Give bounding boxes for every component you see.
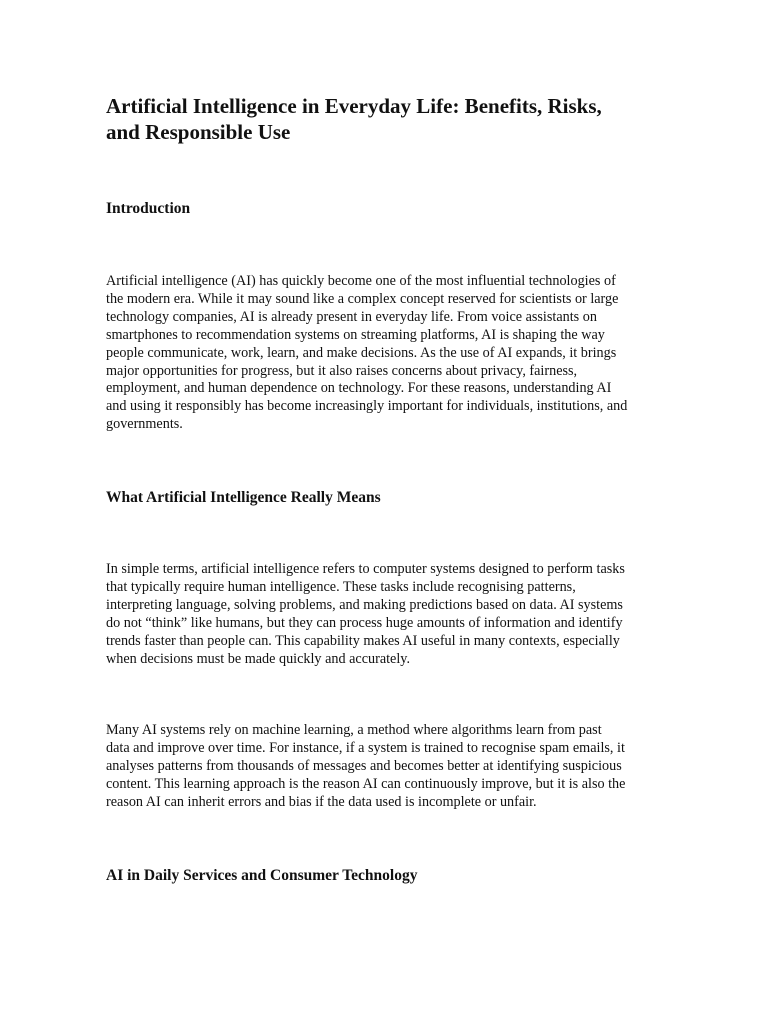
text-line: analyses patterns from thousands of messages and becomes better at identifying suspicious	[106, 757, 622, 774]
paragraph-introduction	[106, 273, 686, 434]
text-line: people communicate, work, learn, and make decisions. As the use of AI expands, it brings	[106, 344, 617, 361]
section-heading-introduction: Introduction	[106, 200, 191, 217]
text-line: when decisions must be made quickly and accurately.	[106, 650, 411, 667]
text-line: and using it responsibly has become increasingly important for individuals, institutions, and	[106, 398, 628, 415]
text-line: smartphones to recommendation systems on streaming platforms, AI is shaping the way	[106, 326, 605, 343]
document-title: Artificial Intelligence in Everyday Life: Benefits, Risks, and Responsible Use	[106, 94, 602, 144]
text-line: Many AI systems rely on machine learning, a method where algorithms learn from past	[106, 722, 602, 738]
text-line: employment, and human dependence on technology. For these reasons, understanding AI	[106, 380, 612, 397]
text-line: data and improve over time. For instance, if a system is trained to recognise spam emails, it	[106, 739, 625, 756]
section-heading-what-ai-means: What Artificial Intelligence Really Means	[106, 489, 381, 506]
paragraph-simple-terms	[106, 561, 686, 668]
paragraph-machine-learning	[106, 722, 686, 812]
text-line: that typically require human intelligence. These tasks include recognising patterns,	[106, 578, 576, 595]
text-line: trends faster than people can. This capability makes AI useful in many contexts, especially	[106, 632, 620, 649]
text-line: governments.	[106, 416, 183, 433]
text-line: In simple terms, artificial intelligence refers to computer systems designed to perform tasks	[106, 561, 625, 577]
text-line: interpreting language, solving problems, and making predictions based on data. AI systems	[106, 596, 623, 613]
text-line: technology companies, AI is already present in everyday life. From voice assistants on	[106, 308, 597, 325]
text-line: the modern era. While it may sound like a complex concept reserved for scientists or large	[106, 290, 619, 307]
text-line: content. This learning approach is the reason AI can continuously improve, but it is also the	[106, 775, 626, 792]
text-line: do not “think” like humans, but they can process huge amounts of information and identify	[106, 614, 623, 631]
text-line: major opportunities for progress, but it also raises concerns about privacy, fairness,	[106, 362, 578, 379]
section-heading-ai-daily-services: AI in Daily Services and Consumer Technology	[106, 867, 418, 884]
text-line: reason AI can inherit errors and bias if the data used is incomplete or unfair.	[106, 793, 537, 810]
text-line: Artificial intelligence (AI) has quickly become one of the most influential technologies of	[106, 273, 616, 289]
